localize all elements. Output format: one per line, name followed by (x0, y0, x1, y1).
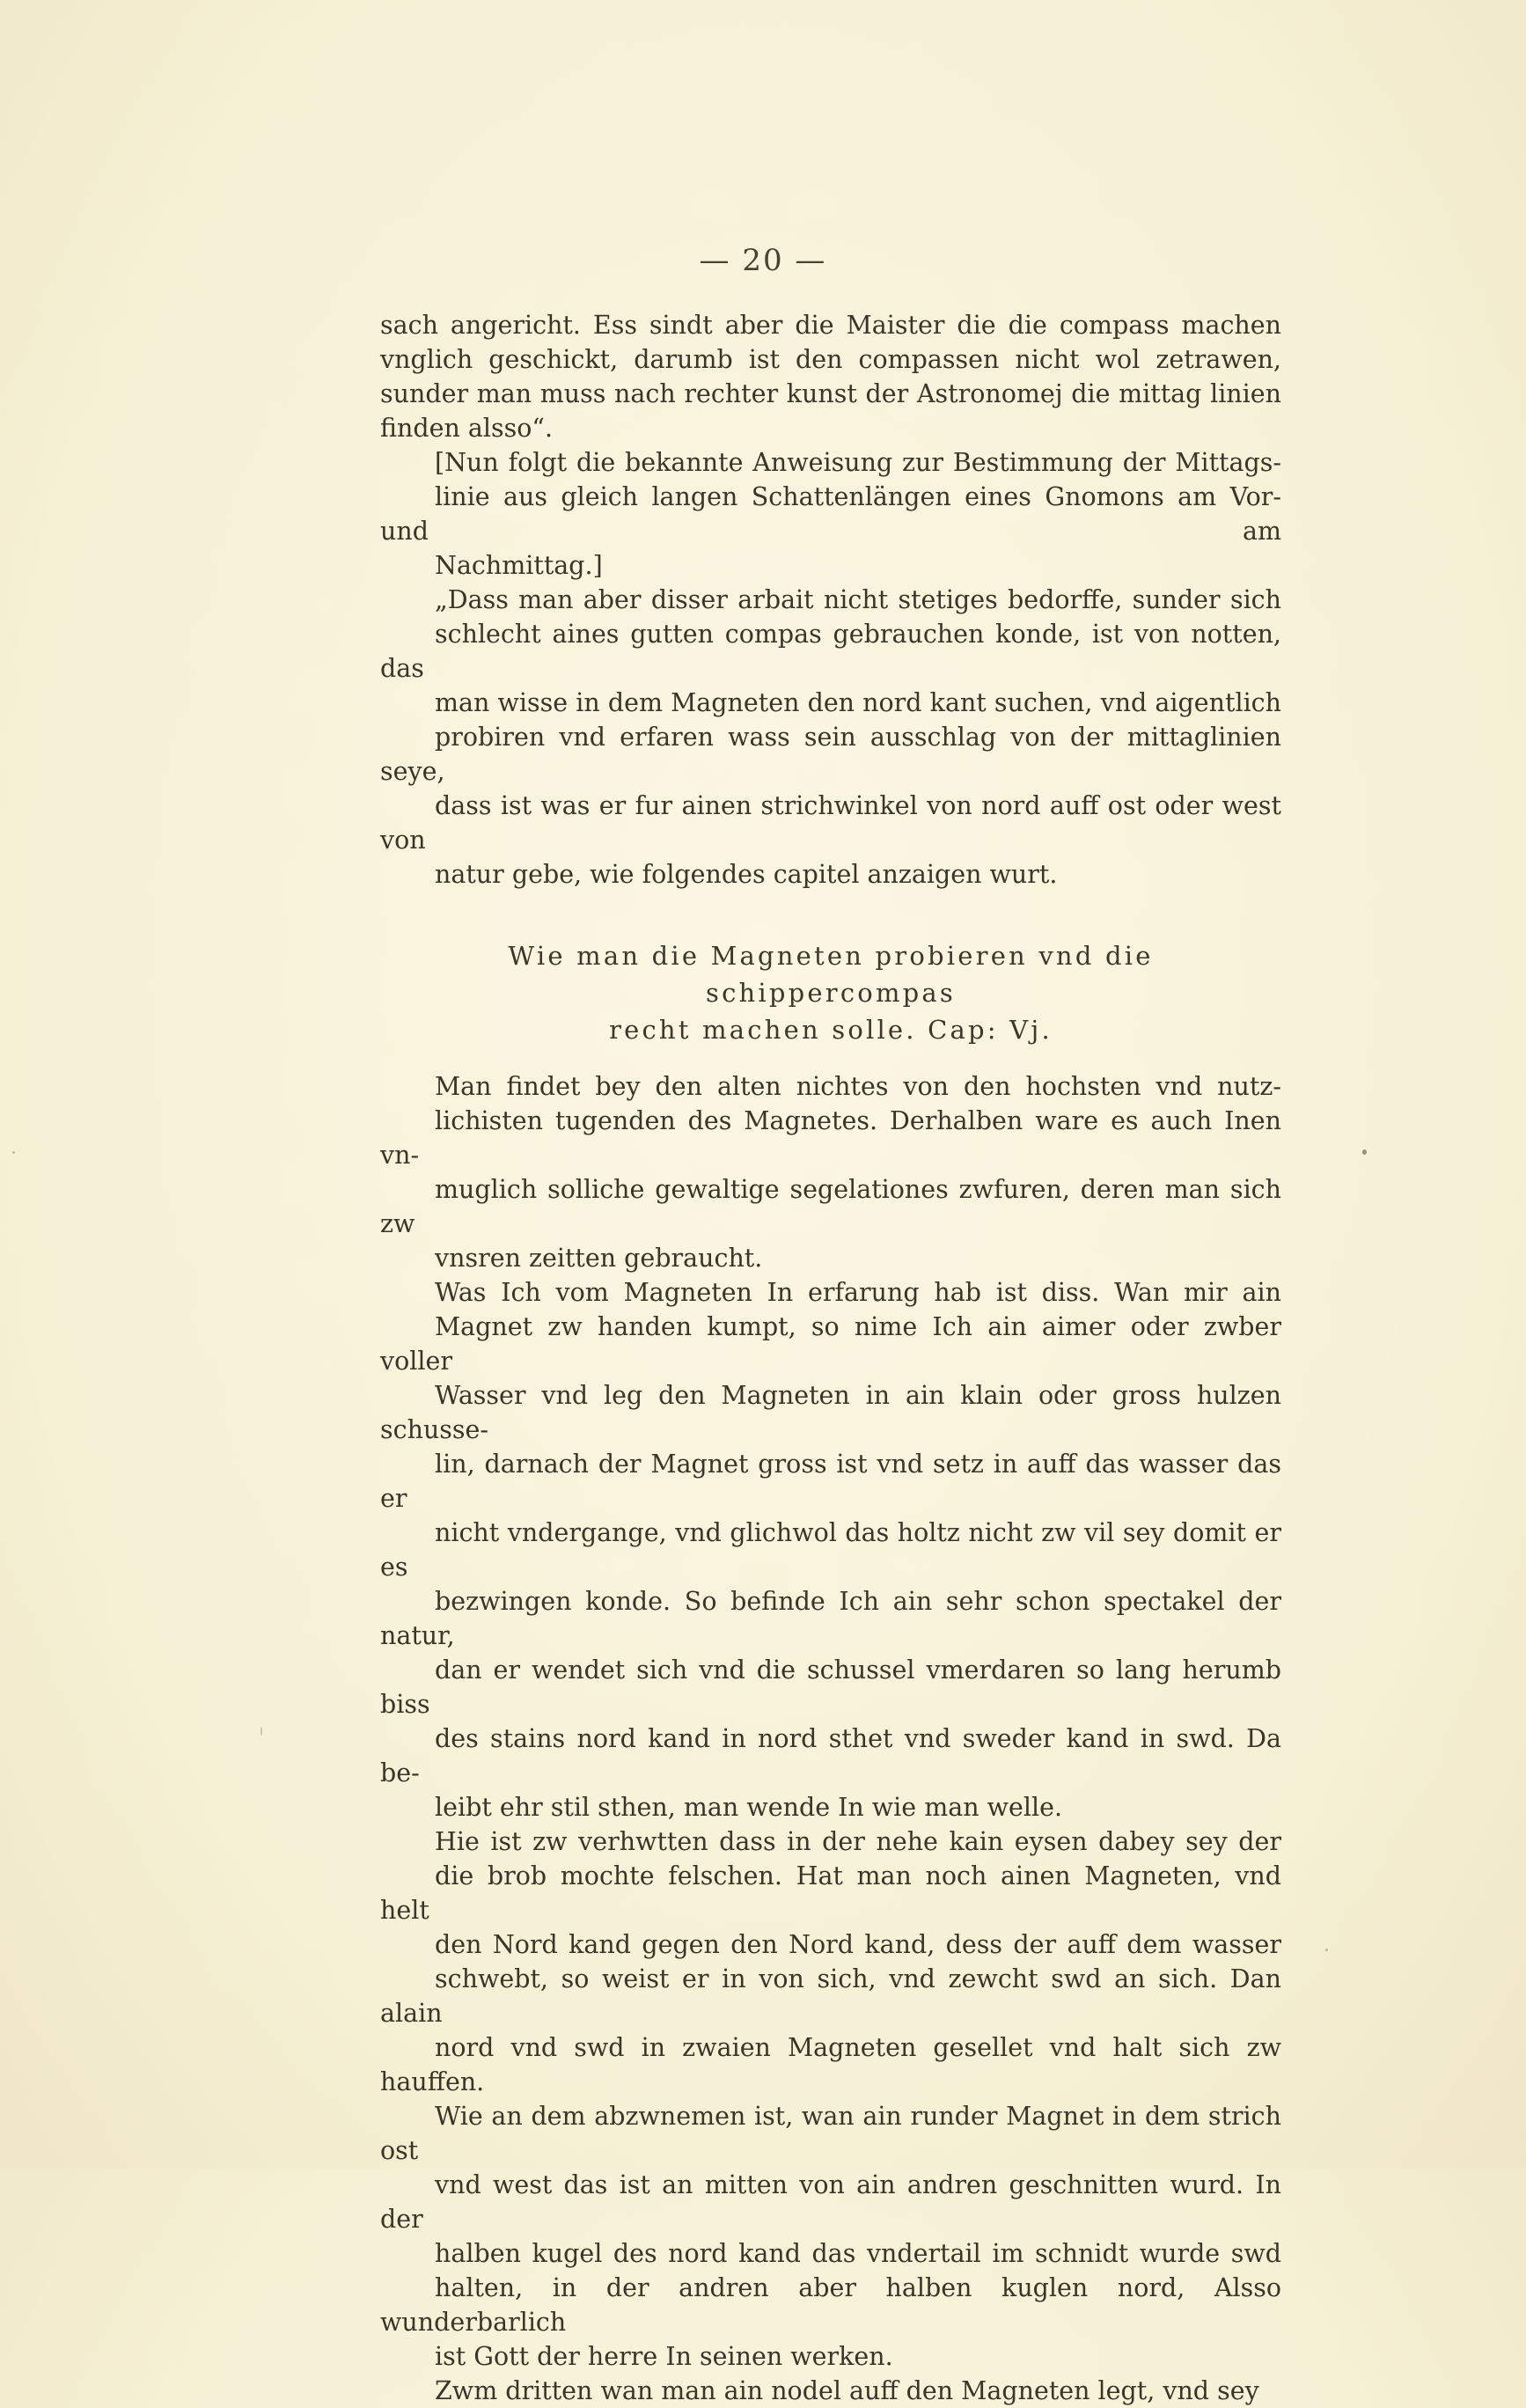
text-line: den Nord kand gegen den Nord kand, dess der auff dem wasser (435, 1930, 1281, 1959)
text-line: bezwingen konde. So befinde Ich ain sehr schon spectakel der natur, (380, 1587, 1281, 1650)
chapter-heading-line-2: recht machen solle. Cap: Vj. (609, 1015, 1053, 1045)
text-line: [Nun folgt die bekannte Anweisung zur Bestimmung der Mittags- (435, 448, 1281, 477)
text-line: halten, in der andren aber halben kuglen nord, Alsso wunderbarlich (380, 2273, 1281, 2337)
text-line: Was Ich vom Magneten In erfarung hab ist diss. Wan mir ain (435, 1278, 1281, 1307)
paper-speck (1362, 1149, 1367, 1155)
text-line: halben kugel des nord kand das vndertail im schnidt wurde swd (435, 2239, 1281, 2268)
text-section-bottom (380, 1069, 1281, 2408)
paragraph (380, 308, 1281, 445)
text-line: nicht vndergange, vnd glichwol das holtz nicht zw vil sey domit er es (380, 1518, 1281, 1582)
text-line: finden alsso“. (380, 414, 554, 443)
text-line: man wisse in dem Magneten den nord kant suchen, vnd aigentlich (435, 688, 1281, 717)
text-line: Nachmittag.] (435, 551, 603, 580)
text-line: „Dass man aber disser arbait nicht stetiges bedorffe, sunder sich (435, 585, 1281, 614)
text-line: Wasser vnd leg den Magneten in ain klain oder gross hulzen schusse- (380, 1381, 1281, 1444)
paragraph (380, 445, 1281, 583)
text-body (380, 308, 1281, 2408)
text-section-top (380, 308, 1281, 892)
text-line: Hie ist zw verhwtten dass in der nehe kain eysen dabey sey der (435, 1827, 1281, 1856)
text-line: muglich solliche gewaltige segelationes zwfuren, deren man sich zw (380, 1175, 1281, 1238)
text-line: Zwm dritten wan man ain nodel auff den Magneten legt, vnd sey (435, 2376, 1259, 2405)
text-line: Magnet zw handen kumpt, so nime Ich ain aimer oder zwber voller (380, 1312, 1281, 1376)
paragraph (380, 1275, 1281, 1824)
text-line: vnd west das ist an mitten von ain andren geschnitten wurd. In der (380, 2170, 1281, 2234)
text-line: vnglich geschickt, darumb ist den compassen nicht wol zetrawen, (380, 345, 1281, 374)
text-line: nord vnd swd in zwaien Magneten gesellet vnd halt sich zw hauffen. (380, 2033, 1281, 2096)
paragraph (380, 1069, 1281, 1275)
text-line: leibt ehr stil sthen, man wende In wie man welle. (435, 1793, 1063, 1822)
text-line: natur gebe, wie folgendes capitel anzaigen wurt. (435, 860, 1058, 889)
text-line: sunder man muss nach rechter kunst der Astronomej die mittag linien (380, 379, 1281, 408)
text-line: ist Gott der herre In seinen werken. (435, 2342, 893, 2371)
paragraph (380, 2374, 1281, 2408)
text-line: dass ist was er fur ainen strichwinkel von nord auff ost oder west von (380, 791, 1281, 855)
text-line: probiren vnd erfaren wass sein ausschlag von der mittaglinien seye, (380, 723, 1281, 786)
paragraph (380, 583, 1281, 892)
text-line: des stains nord kand in nord sthet vnd sweder kand in swd. Da be- (380, 1724, 1281, 1788)
page-number: — 20 — (699, 243, 827, 278)
paragraph (380, 1824, 1281, 2374)
text-line: lin, darnach der Magnet gross ist vnd setz in auff das wasser das er (380, 1450, 1281, 1513)
text-line: linie aus gleich langen Schattenlängen eines Gnomons am Vor- und am (380, 482, 1281, 546)
text-line: schwebt, so weist er in von sich, vnd zewcht swd an sich. Dan alain (380, 1964, 1281, 2028)
chapter-heading-line-1: Wie man die Magneten probieren vnd die schippercompas (508, 941, 1154, 1008)
text-line: die brob mochte felschen. Hat man noch ainen Magneten, vnd helt (380, 1861, 1281, 1925)
text-line: vnsren zeitten gebraucht. (435, 1244, 763, 1273)
text-line: sach angericht. Ess sindt aber die Maister die die compass machen (380, 311, 1281, 340)
chapter-heading (380, 937, 1281, 1048)
paper-speck (12, 1151, 15, 1154)
text-line: Wie an dem abzwnemen ist, wan ain runder Magnet in dem strich ost (380, 2102, 1281, 2165)
text-line: schlecht aines gutten compas gebrauchen konde, ist von notten, das (380, 620, 1281, 683)
paper-speck (260, 1727, 262, 1736)
text-line: dan er wendet sich vnd die schussel vmerdaren so lang herumb biss (380, 1656, 1281, 1719)
paper-speck (1325, 1949, 1328, 1951)
text-line: lichisten tugenden des Magnetes. Derhalben ware es auch Inen vn- (380, 1106, 1281, 1170)
text-line: Man findet bey den alten nichtes von den hochsten vnd nutz- (435, 1072, 1281, 1101)
